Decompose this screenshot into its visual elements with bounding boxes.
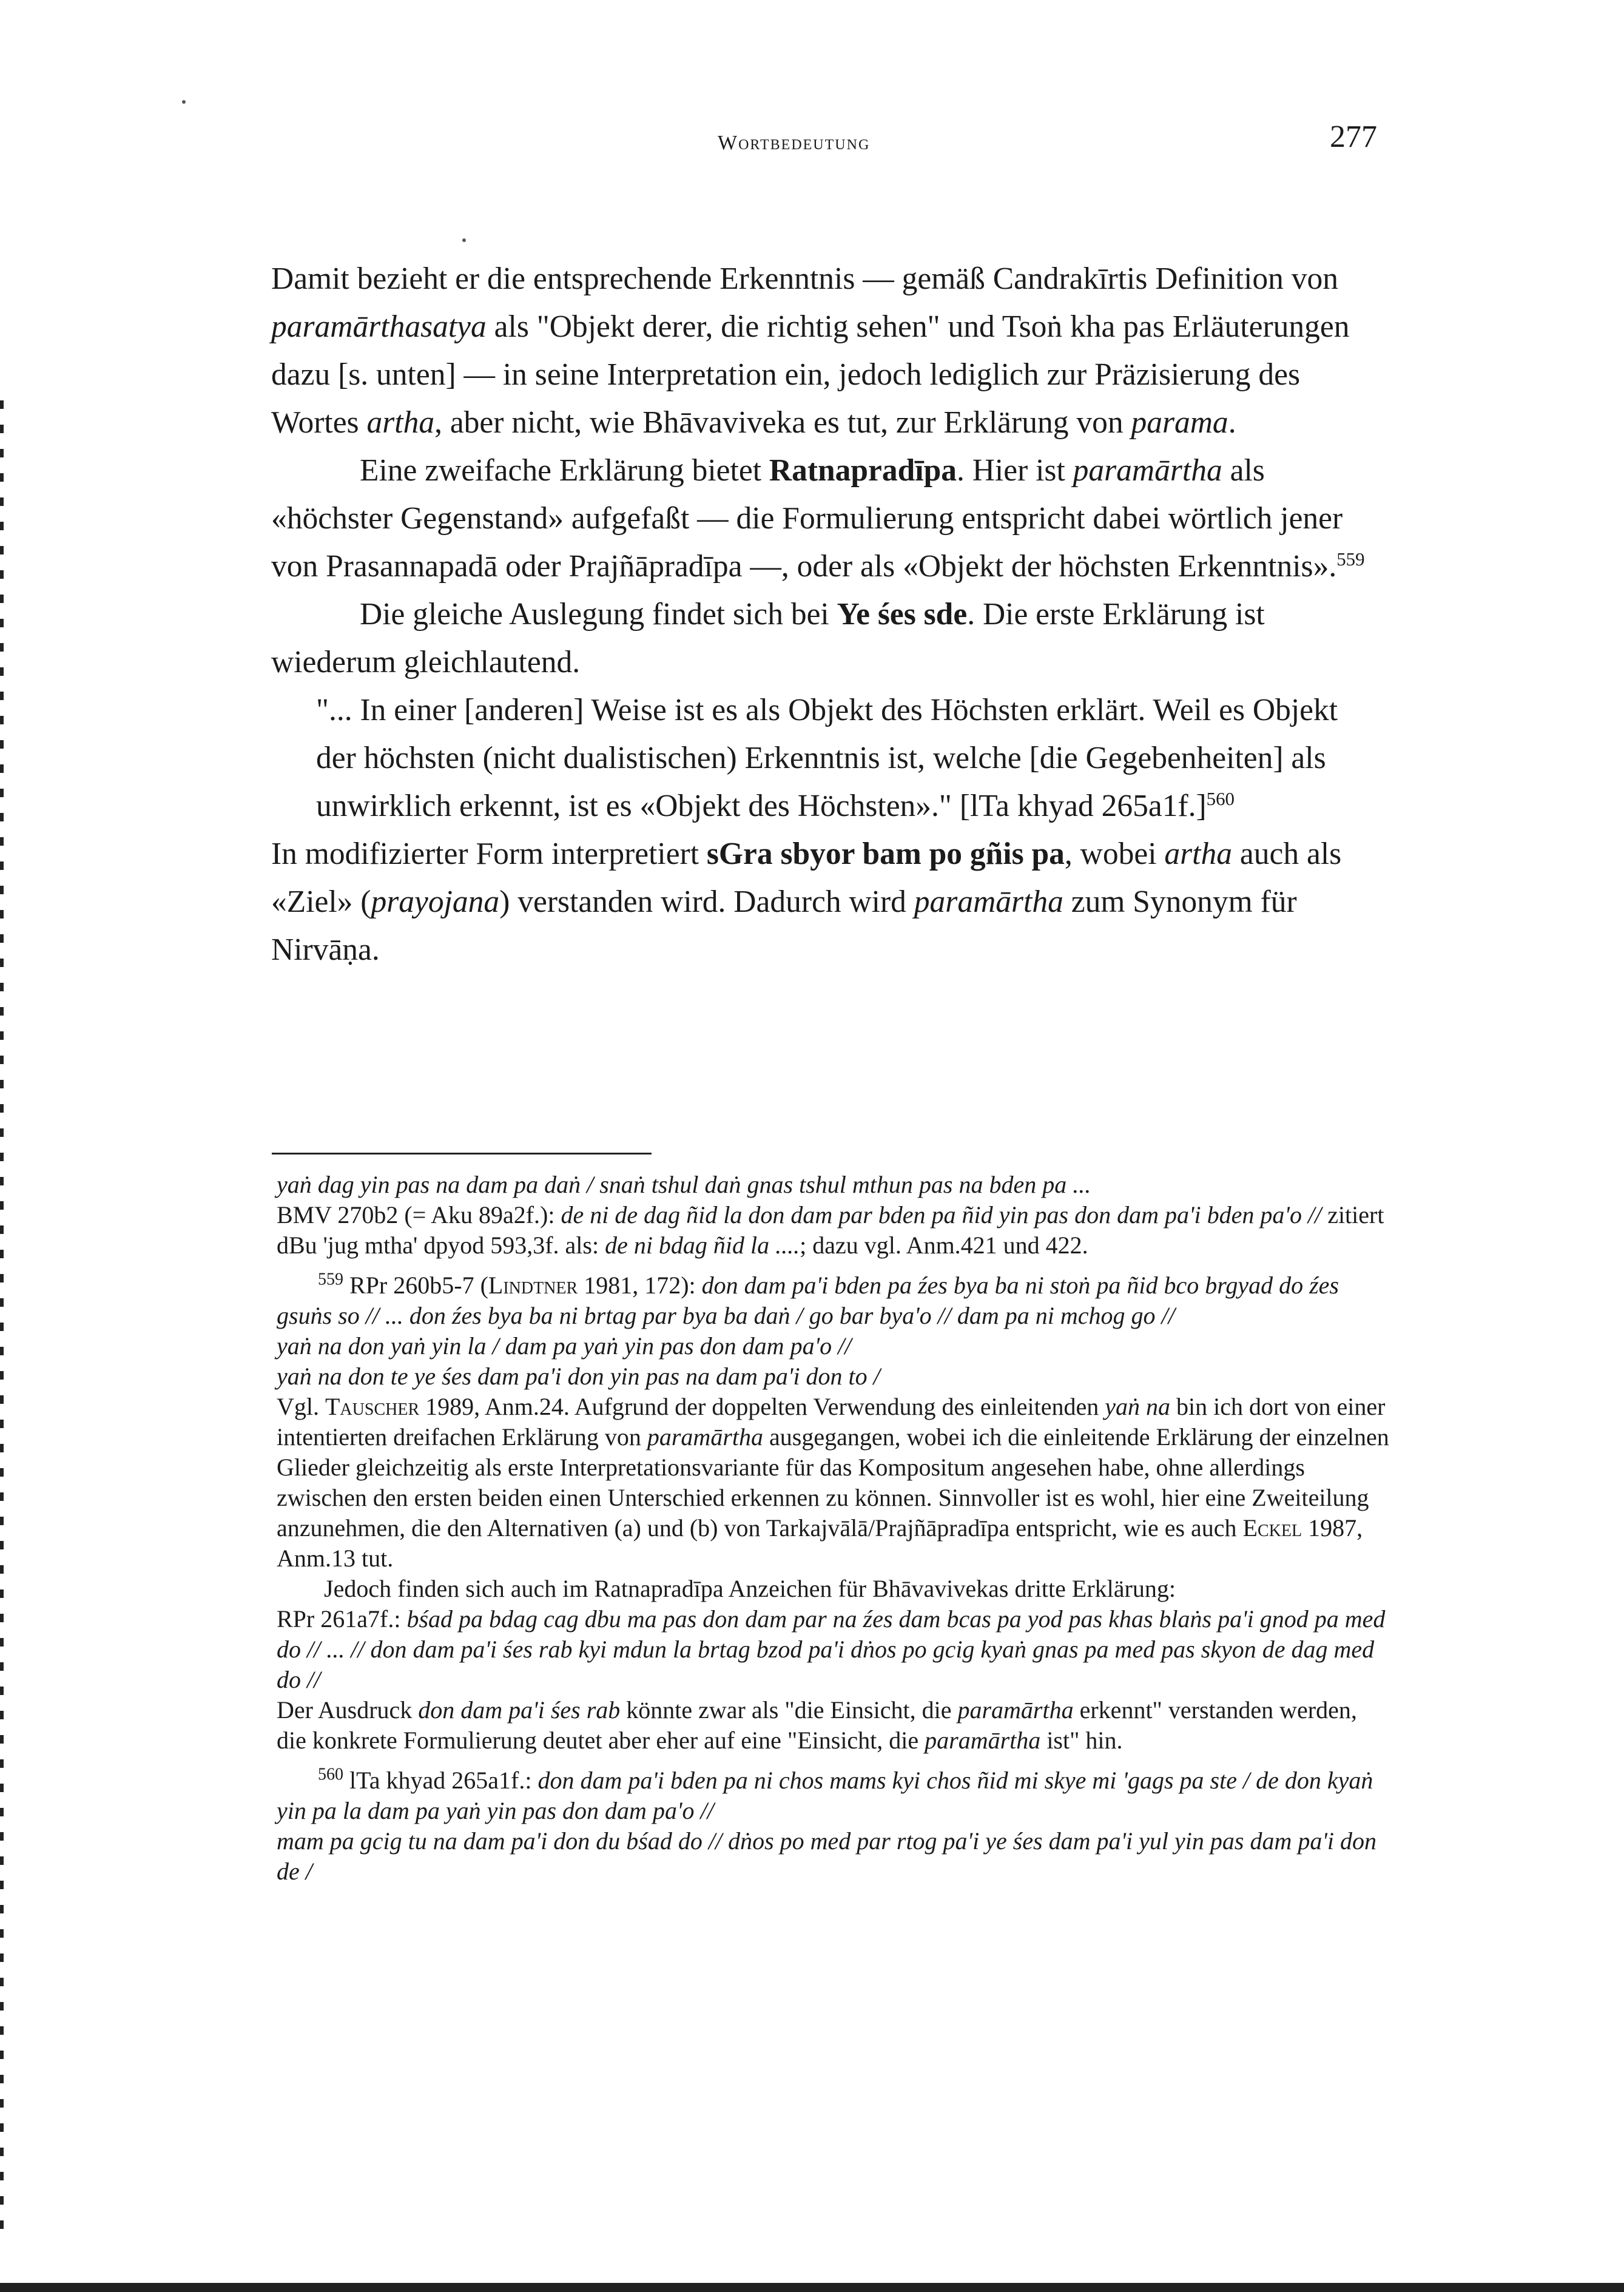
scan-speck <box>182 100 186 104</box>
footnote-continuation: yaṅ dag yin pas na dam pa daṅ / snaṅ tshul daṅ gnas tshul mthun pas na bden pa ... <box>277 1171 1091 1198</box>
page-number: 277 <box>1330 120 1377 154</box>
scan-speck <box>462 238 466 242</box>
footnote-559-line: Der Ausdruck don dam pa'i śes rab könnte zwar als "die Einsicht, die paramārtha erkennt" verstanden werden, die konkrete Formulierung deutet aber eher auf eine "Einsicht, die paramārtha ist" hin. <box>277 1696 1357 1754</box>
footnote-559-line: Jedoch finden sich auch im Ratnapradīpa Anzeichen für Bhāvavivekas dritte Erklärung: <box>324 1575 1176 1602</box>
footnote-560-line: mam pa gcig tu na dam pa'i don du bśad do // dṅos po med par rtog pa'i ye śes dam pa'i yul yin pas dam pa'i don de / <box>277 1827 1377 1885</box>
main-text <box>271 255 1381 974</box>
paragraph-3: Die gleiche Auslegung findet sich bei Ye śes sde. Die erste Erklärung ist wiederum gleichlautend. <box>271 597 1265 679</box>
footnote-559-line: yaṅ na don te ye śes dam pa'i don yin pas na dam pa'i don to / <box>277 1363 880 1390</box>
paragraph-2: Eine zweifache Erklärung bietet Ratnapradīpa. Hier ist paramārtha als «höchster Gegenstand» aufgefaßt — die Formulierung entspricht dabei wörtlich jener von Prasannapadā oder Prajñāpradīpa —, oder als «Objekt der höchsten Erkenntnis».$^{559}$ <box>271 453 1365 584</box>
footnote-559: $^{559}$ RPr 260b5-7 (Lindtner 1981, 172): don dam pa'i bden pa źes bya ba ni stoṅ pa ñid bco brgyad do źes gsuṅs so // ... don źes bya ba ni brtag par bya ba daṅ / go bar bya'o // dam pa ni mchog go // <box>277 1270 1339 1329</box>
running-header: Wortbedeutung <box>718 132 871 154</box>
footnotes <box>277 1170 1392 1887</box>
footnote-560: $^{560}$ lTa khyad 265a1f.: don dam pa'i bden pa ni chos mams kyi chos ñid mi skye mi 'gags pa ste / de don kyaṅ yin pa la dam pa yaṅ yin pas don dam pa'o // <box>277 1765 1373 1824</box>
paragraph-1: Damit bezieht er die entsprechende Erkenntnis — gemäß Candrakīrtis Definition von paramārthasatya als "Objekt derer, die richtig sehen" und Tsoṅ kha pas Erläuterungen dazu [s. unten] — in seine Interpretation ein, jedoch lediglich zur Präzisierung des Wortes artha, aber nicht, wie Bhāvaviveka es tut, zur Erklärung von parama. <box>271 261 1350 440</box>
footnote-559-line: RPr 261a7f.: bśad pa bdag cag dbu ma pas don dam par na źes dam bcas pa yod pas khas blaṅs pa'i gnod pa med do // ... // don dam pa'i śes rab kyi mdun la brtag bzod pa'i dṅos po gcig kyaṅ gnas pa med pas skyon de dag med do // <box>277 1605 1386 1693</box>
paragraph-4: In modifizierter Form interpretiert sGra sbyor bam po gñis pa, wobei artha auch als «Ziel» (prayojana) verstanden wird. Dadurch wird paramārtha zum Synonym für Nirvāṇa. <box>271 837 1342 967</box>
footnote-559-line: Vgl. Tauscher 1989, Anm.24. Aufgrund der doppelten Verwendung des einleitenden yaṅ na bin ich dort von einer intentierten dreifachen Erklärung von paramārtha ausgegangen, wobei ich die einleitende Erklärung der einzelnen Glieder gleichzeitig als erste Interpretationsvariante für das Kompositum angesehen habe, ohne allerdings zwischen den ersten beiden einen Unterschied erkennen zu können. Sinnvoller ist es wohl, hier eine Zweiteilung anzunehmen, die den Alternativen (a) und (b) von Tarkajvālā/Prajñāpradīpa entspricht, wie es auch Eckel 1987, Anm.13 tut. <box>277 1393 1389 1572</box>
footnote-ref-559: 559 <box>1336 548 1365 570</box>
scan-edge-marks <box>0 400 4 2233</box>
block-quote: "... In einer [anderen] Weise ist es als Objekt des Höchsten erklärt. Weil es Objekt der höchsten (nicht dualistischen) Erkenntnis ist, welche [die Gegebenheiten] als unwirklich erkennt, ist es «Objekt des Höchsten»." [lTa khyad 265a1f.]$^{560}$ <box>316 693 1338 823</box>
footnote-separator <box>272 1153 652 1154</box>
scan-bottom-edge <box>0 2283 1624 2292</box>
footnote-ref-560: 560 <box>1206 787 1235 809</box>
footnote-continuation: BMV 270b2 (= Aku 89a2f.): de ni de dag ñid la don dam par bden pa ñid yin pas don dam pa'i bden pa'o // zitiert dBu 'jug mtha' dpyod 593,3f. als: de ni bdag ñid la ....; dazu vgl. Anm.421 und 422. <box>277 1201 1384 1259</box>
footnote-559-line: yaṅ na don yaṅ yin la / dam pa yaṅ yin pas don dam pa'o // <box>277 1332 852 1360</box>
